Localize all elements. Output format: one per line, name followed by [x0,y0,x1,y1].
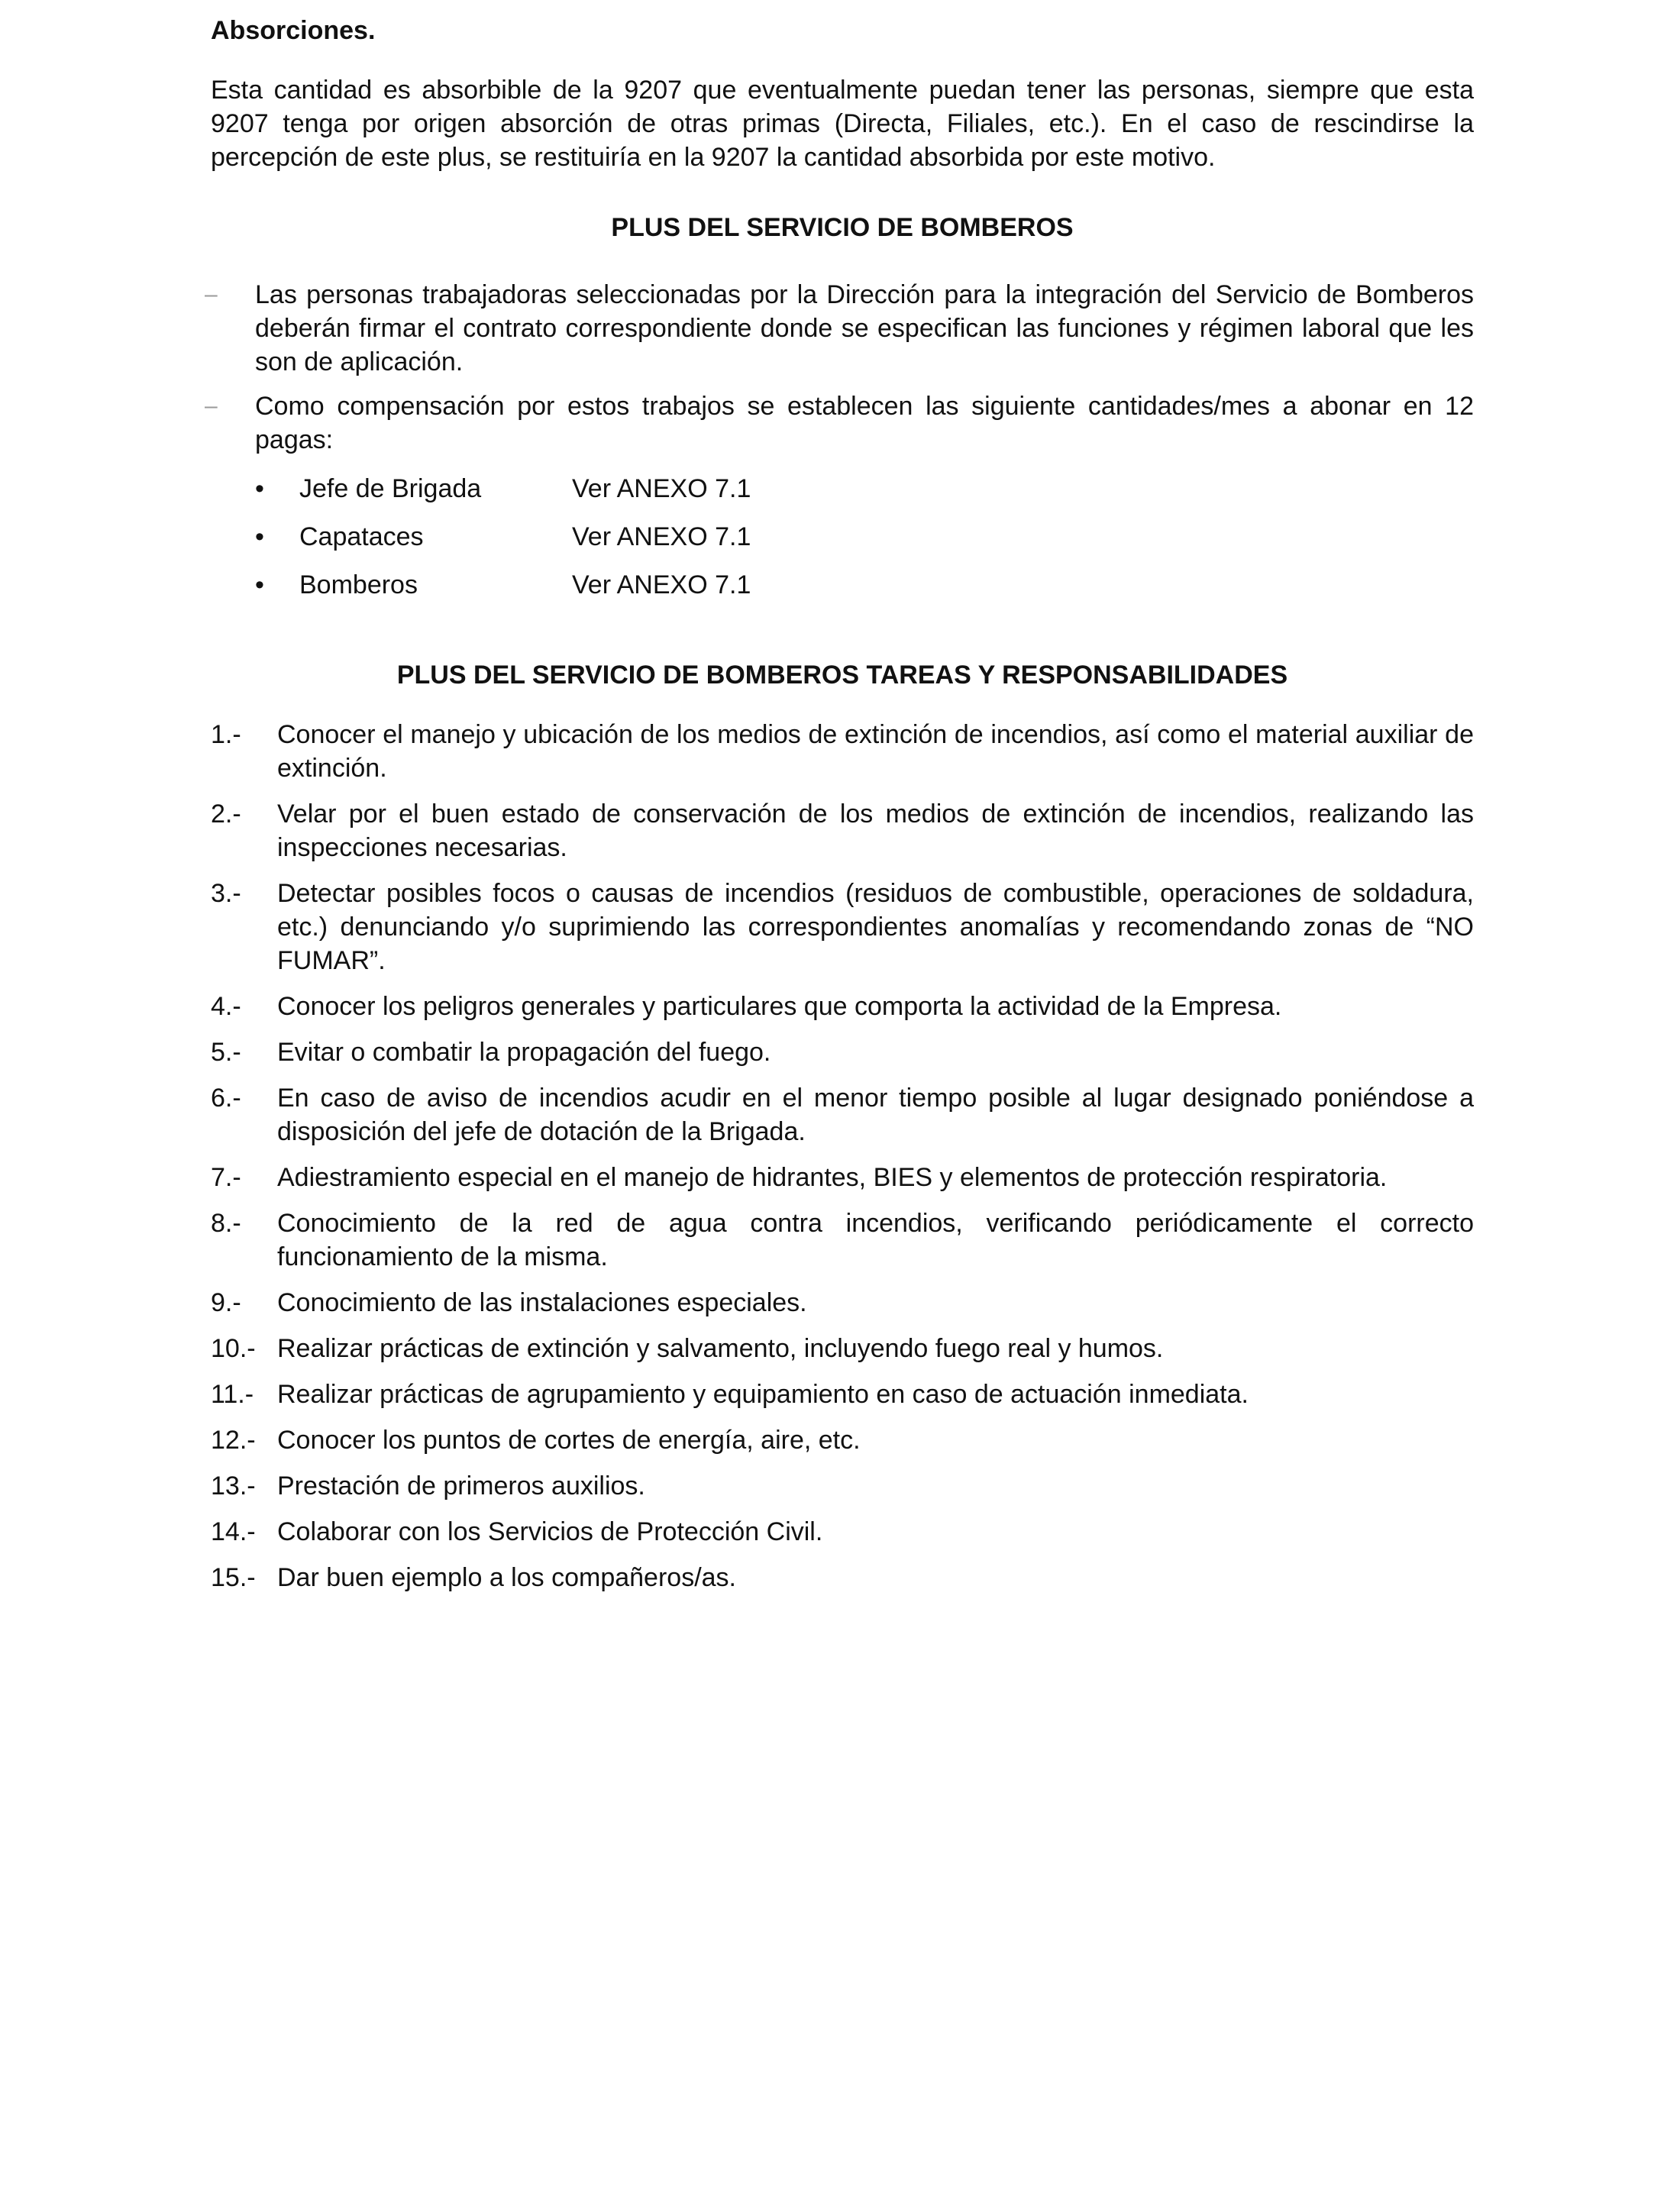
task-item [211,1378,1474,1411]
task-item [211,1561,1474,1594]
task-text: Evitar o combatir la propagación del fuego. [277,1038,771,1067]
absorciones-paragraph: Esta cantidad es absorbible de la 9207 que eventualmente puedan tener las personas, siempre que esta 9207 tenga por origen absorción de otras primas (Directa, Filiales, etc.). En el caso de rescindirse la percepción de este plus, se restituiría en la 9207 la cantidad absorbida por este motivo. [211,76,1474,172]
task-item [211,990,1474,1023]
task-number: 6.- [211,1084,241,1113]
role-amount: Ver ANEXO 7.1 [572,474,751,503]
task-item [211,1286,1474,1320]
task-text: En caso de aviso de incendios acudir en el menor tiempo posible al lugar designado poniéndose a disposición del jefe de dotación de la Brigada. [277,1084,1474,1146]
task-number: 8.- [211,1209,241,1238]
bullet-marker: • [255,522,264,551]
tareas-numbered-list [211,718,1474,1607]
role-name: Capataces [299,522,424,551]
task-number: 12.- [211,1426,256,1455]
task-number: 7.- [211,1163,241,1192]
task-text: Dar buen ejemplo a los compañeros/as. [277,1563,736,1592]
role-amount: Ver ANEXO 7.1 [572,522,751,551]
task-text: Colaborar con los Servicios de Protección Civil. [277,1517,823,1546]
task-item [211,1515,1474,1549]
task-text: Realizar prácticas de extinción y salvamento, incluyendo fuego real y humos. [277,1334,1164,1363]
task-item [211,718,1474,785]
task-text: Adiestramiento especial en el manejo de hidrantes, BIES y elementos de protección respiratoria. [277,1163,1388,1192]
task-text: Conocimiento de las instalaciones especiales. [277,1288,807,1317]
role-name: Bomberos [299,570,418,599]
task-text: Conocimiento de la red de agua contra incendios, verificando periódicamente el correcto funcionamiento de la misma. [277,1209,1474,1271]
dash-item-text: Como compensación por estos trabajos se establecen las siguiente cantidades/mes a abonar en 12 pagas: [255,392,1474,454]
compensation-bullet-list [255,472,942,616]
plus-bomberos-dash-list [205,278,1474,467]
bullet-list-item [255,568,942,616]
task-number: 15.- [211,1563,256,1592]
bullet-marker: • [255,570,264,599]
dash-item-text: Las personas trabajadoras seleccionadas por la Dirección para la integración del Servicio de Bomberos deberán firmar el contrato correspondiente donde se especifican las funciones y régimen laboral que les son de aplicación. [255,280,1474,376]
task-text: Detectar posibles focos o causas de incendios (residuos de combustible, operaciones de soldadura, etc.) denunciando y/o suprimiendo las correspondientes anomalías y recomendando zonas de “NO FUMAR”. [277,879,1474,975]
task-text: Realizar prácticas de agrupamiento y equipamiento en caso de actuación inmediata. [277,1380,1249,1409]
task-number: 13.- [211,1471,256,1501]
task-item [211,1161,1474,1194]
plus-bomberos-title: PLUS DEL SERVICIO DE BOMBEROS [611,213,1074,242]
task-text: Prestación de primeros auxilios. [277,1471,645,1501]
task-item [211,1423,1474,1457]
bullet-list-item [255,472,942,520]
task-text: Velar por el buen estado de conservación de los medios de extinción de incendios, realizando las inspecciones necesarias. [277,800,1474,862]
task-number: 4.- [211,992,241,1021]
tareas-title: PLUS DEL SERVICIO DE BOMBEROS TAREAS Y RESPONSABILIDADES [396,661,1288,690]
task-number: 2.- [211,800,241,829]
task-item [211,1332,1474,1365]
task-text: Conocer los peligros generales y particulares que comporta la actividad de la Empresa. [277,992,1282,1021]
task-number: 9.- [211,1288,241,1317]
dash-marker: – [205,393,218,418]
task-number: 14.- [211,1517,256,1546]
role-amount: Ver ANEXO 7.1 [572,570,751,599]
task-number: 11.- [211,1380,254,1409]
task-number: 1.- [211,720,241,749]
task-text: Conocer los puntos de cortes de energía, aire, etc. [277,1426,861,1455]
dash-list-item [205,278,1474,379]
task-text: Conocer el manejo y ubicación de los medios de extinción de incendios, así como el material auxiliar de extinción. [277,720,1474,783]
dash-list-item [205,389,1474,457]
task-item [211,797,1474,864]
task-item [211,877,1474,977]
task-item [211,1207,1474,1274]
role-name: Jefe de Brigada [299,474,482,503]
task-number: 3.- [211,879,241,908]
task-item [211,1081,1474,1148]
bullet-list-item [255,520,942,568]
dash-marker: – [205,282,218,307]
task-item [211,1035,1474,1069]
bullet-marker: • [255,474,264,503]
task-number: 10.- [211,1334,256,1363]
task-number: 5.- [211,1038,241,1067]
absorciones-heading: Absorciones. [211,16,376,45]
task-item [211,1469,1474,1503]
